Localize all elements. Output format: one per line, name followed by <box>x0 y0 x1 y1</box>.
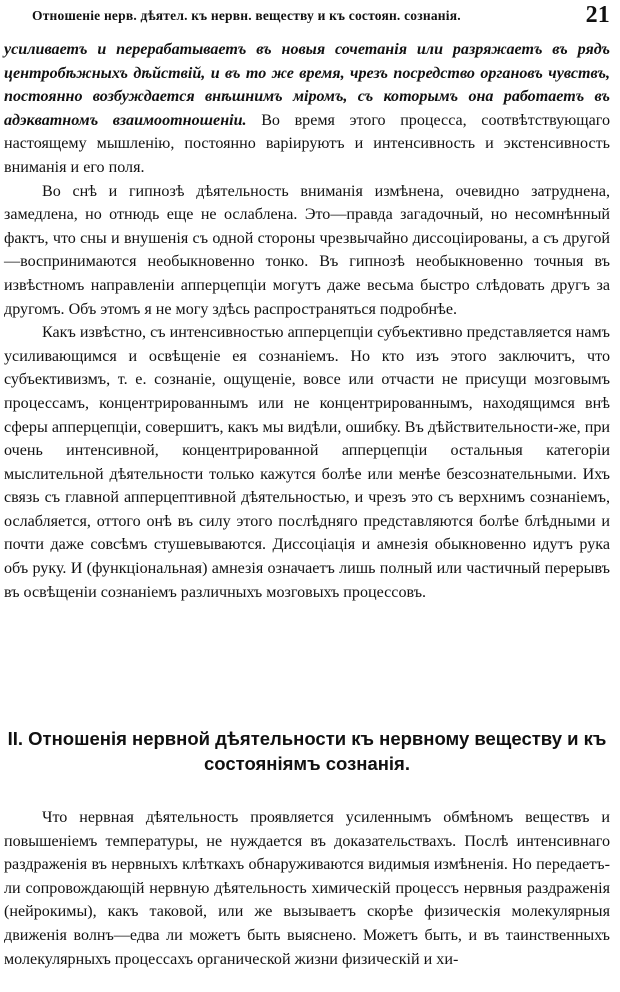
paragraph-4: Что нервная дѣятельность проявляется усиленнымъ обмѣномъ веществъ и повышеніемъ температуры, не нуждается въ доказательствахъ. Послѣ интенсивнаго раздраженія въ нервныхъ клѣткахъ обнаруживаются видимыя измѣненія. Но передаетъ-ли сопровождающій нервную дѣятельность химическій процессъ нервныя раздраженія (нейрокимы), какъ таковой, или же вызываетъ скорѣе физическія молекулярныя движенія волнъ—едва ли можетъ быть выяснено. Можетъ быть, и въ таинственныхъ молекулярныхъ процессахъ органической жизни физическій и хи- <box>4 809 610 968</box>
running-title: Отношеніе нерв. дѣятел. къ нервн. веществу и къ состоян. сознанія. <box>32 8 461 23</box>
section-heading: II. Отношенія нервной дѣятельности къ нервному веществу и къ состояніямъ сознанія. <box>7 728 607 774</box>
paragraph-1-rest: Во время этого процесса, соотвѣтствующаго настоящему мышленію, постоянно варіируютъ и интенсивность и экстенсивность вниманія и его поля. <box>4 111 611 176</box>
running-head <box>32 4 610 30</box>
body-text-top <box>4 38 610 604</box>
page-number: 21 <box>585 2 610 28</box>
paragraph-1-italic: усиливаетъ и перерабатываетъ въ новыя сочетанія или разряжаетъ въ рядъ центробѣжныхъ дѣйствій, и въ то же время, чрезъ посредство органовъ чувствъ, постоянно возбуждается внѣшнимъ міромъ, съ которымъ она работаетъ въ адэкватномъ взаимоотношеніи. <box>4 41 610 129</box>
paragraph-1 <box>4 38 610 180</box>
paragraph-2: Во снѣ и гипнозѣ дѣятельность вниманія измѣнена, очевидно затруднена, замедлена, но отнюдь еще не ослаблена. Это—правда загадочный, но несомнѣнный фактъ, что сны и внушенія съ одной стороны чрезвычайно диссоціированы, а съ другой —воспринимаются необыкновенно тонко. Въ гипнозѣ необыкновенно точныя въ извѣстномъ направленіи апперцепціи могутъ даже весьма быстро слѣдовать другъ за другомъ. Объ этомъ я не могу здѣсь распространяться подробнѣе. <box>4 182 610 318</box>
body-text-bottom <box>4 806 610 971</box>
paragraph-3: Какъ извѣстно, съ интенсивностью апперцепціи субъективно представляется намъ усиливающимся и освѣщеніе ея сознаніемъ. Но кто изъ этого заключитъ, что субъективизмъ, т. е. сознаніе, ощущеніе, вовсе или отчасти не присущи мозговымъ процессамъ, концентрированнымъ или не концентрированнымъ, находящимся внѣ сферы апперцепціи, совершитъ, какъ мы видѣли, ошибку. Въ дѣйствительности-же, при очень интенсивной, концентрированной апперцепціи остальныя категоріи мыслительной дѣятельности только кажутся болѣе или менѣе безсознательными. Ихъ связь съ главной апперцептивной дѣятельностью, и чрезъ это съ верхнимъ сознаніемъ, ослабляется, оттого онѣ въ силу этого послѣдняго представляются болѣе блѣдными и почти даже совсѣмъ стушевываются. Диссоціація и амнезія обыкновенно идутъ рука объ руку. И (функціональная) амнезія означаетъ лишь полный или частичный перерывъ въ освѣщеніи сознаніемъ различныхъ мозговыхъ процессовъ. <box>4 324 610 601</box>
